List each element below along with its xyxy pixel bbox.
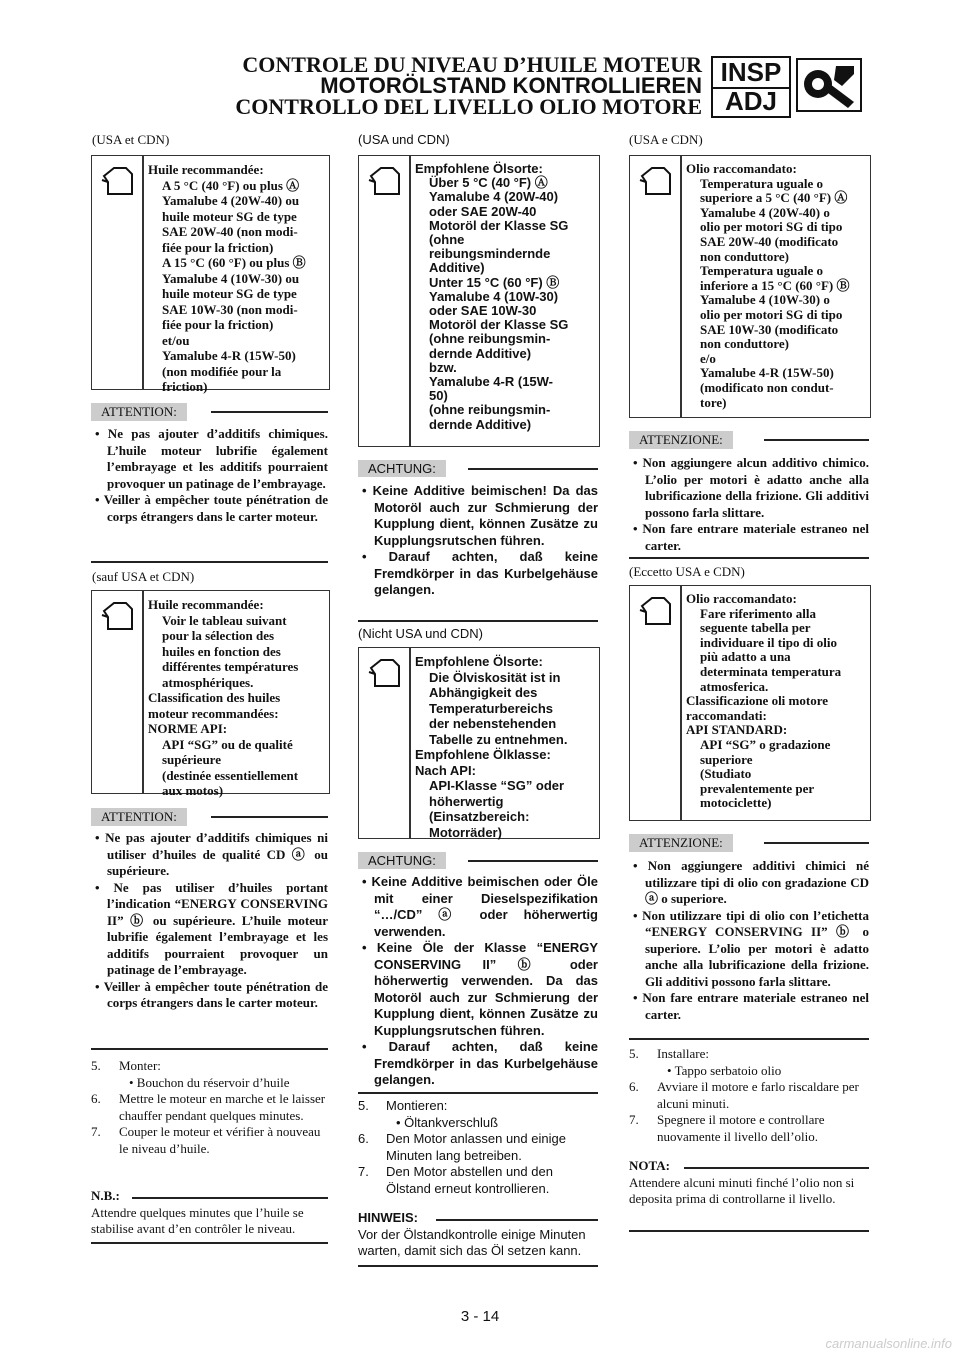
page-number: 3 - 14: [460, 1308, 500, 1325]
fr-note: N.B.: Attendre quelques minutes que l’huile se stabilise avant d’en contrôler le niveau.: [91, 1188, 304, 1236]
title-de: MOTORÖLSTAND KONTROLLIEREN: [320, 73, 702, 98]
it-steps: 5. Installare: • Tappo serbatoio olio 6. Avviare il motore e farlo riscaldare per alcuni minuti. 7. Spegnere il motore e controllare nuovamente il livello dell’olio.: [629, 1046, 859, 1144]
badge-adj: ADJ: [724, 86, 777, 116]
oil-can-icon: [100, 162, 136, 198]
insp-adj-badge: [711, 56, 791, 118]
it-bullets-2: • Non aggiungere additivi chimici né utilizzare tipi di olio con gradazione CD ⓐ o superiore. • Non utilizzare tipi di olio con l’etichetta “ENERGY CONSERVING II” ⓑ o superiore. L’olio per motori è adatto anche alla lubrificazione della frizione. Gli additivi possono farla slittare. • Non fare entrare materiale estraneo nel carter.: [633, 858, 869, 1022]
oil-can-icon: [638, 162, 674, 198]
it-attenzione-1: ATTENZIONE:: [629, 431, 869, 447]
de-caption-usa: (USA und CDN): [358, 132, 450, 147]
oil-can-icon: [367, 162, 403, 198]
it-attenzione-2: ATTENZIONE:: [629, 834, 869, 850]
it-caption-usa: (USA e CDN): [629, 132, 703, 147]
fr-steps: 5. Monter: • Bouchon du réservoir d’huile 6. Mettre le moteur en marche et le laisser chauffer pendant quelques minutes. 7. Couper le moteur et vérifier à nouveau le niveau d’huile.: [91, 1058, 326, 1156]
fr-oil-box-2: [91, 590, 330, 798]
de-oil-spec-2: Empfohlene Ölsorte: Die Ölviskosität ist in Abhängigkeit des Temperaturbereichs der nebenstehenden Tabelle zu entnehmen. Empfohlene Ölklasse: Nach API: API-Klasse “SG” oder höherwertig (Einsatzbereich: Motorräder): [415, 654, 568, 840]
it-caption-non-usa: (Eccetto USA e CDN): [629, 564, 745, 579]
de-oil-box-2: [358, 647, 600, 839]
fr-bullets-2: • Ne pas ajouter d’additifs chimiques ni utiliser d’huiles de qualité CD ⓐ ou supérieure. • Ne pas utiliser d’huiles portant l’indication “ENERGY CONSERVING II” ⓑ ou supérieure. L’huile moteur lubrifie également l’embrayage et les additifs pourraient provoquer un patinage de l’embrayage. • Veiller à empêcher toute pénétration de corps étrangers dans le carter moteur.: [95, 830, 328, 1010]
it-oil-spec-2: Olio raccomandato: Fare riferimento alla seguente tabella per individuare il tipo di olio più adatto a una determinata temperatura atmosferica. Classificazione oli motore raccomandati: API STANDARD: API “SG” o gradazione superiore (Studiato prevalentemente per motociclette): [686, 591, 842, 811]
watermark: carmanualsonline.info: [825, 1336, 952, 1351]
fr-attention-1: ATTENTION:: [91, 403, 328, 419]
title-fr: CONTROLE DU NIVEAU D’HUILE MOTEUR: [242, 52, 702, 77]
it-note: NOTA: Attendere alcuni minuti finché l’olio non si deposita prima di controllarne il livello.: [629, 1158, 855, 1206]
de-caption-non-usa: (Nicht USA und CDN): [358, 626, 483, 641]
title-it: CONTROLLO DEL LIVELLO OLIO MOTORE: [235, 94, 702, 119]
fr-caption-usa: (USA et CDN): [92, 132, 170, 147]
oil-can-icon: [100, 597, 136, 633]
oil-can-icon: [638, 592, 674, 628]
de-note: HINWEIS: Vor der Ölstandkontrolle einige Minuten warten, damit sich das Öl setzen kann.: [358, 1210, 586, 1258]
de-achtung-2: ACHTUNG:: [358, 852, 598, 868]
fr-oil-box-1: [91, 155, 330, 394]
de-bullets-2: • Keine Additive beimischen oder Öle mit einer Dieselspezifikation “…/CD” ⓐ oder höherwertig verwenden. • Keine Öle der Klasse “ENERGY CONSERVING II” ⓑ oder höherwertig verwenden. Da das Motoröl auch zur Schmierung der Kupplung dient, können Zusätze zu Kupplungsrutschen führen. • Darauf achten, daß keine Fremdkörper in das Kurbelgehäuse gelangen.: [362, 874, 598, 1087]
de-steps: 5. Montieren: • Öltankverschluß 6. Den Motor anlassen und einige Minuten lang betreiben. 7. Den Motor abstellen und den Ölstand erneut kontrollieren.: [358, 1098, 566, 1196]
wrench-tools-icon: [796, 58, 862, 112]
de-bullets-1: • Keine Additive beimischen! Da das Motoröl auch zur Schmierung der Kupplung dient, können Zusätze zu Kupplungsrutschen führen. • Darauf achten, daß keine Fremdkörper in das Kurbelgehäuse gelangen.: [362, 483, 598, 597]
it-oil-box-1: [629, 155, 871, 418]
badge-insp: INSP: [713, 58, 789, 89]
fr-oil-spec-2: Huile recommandée: Voir le tableau suivant pour la sélection des huiles en fonction des différentes températures atmosphériques. Classification des huiles moteur recommandées: NORME API: API “SG” ou de qualité supérieure (destinée essentiellement aux motos): [148, 597, 299, 798]
fr-caption-non-usa: (sauf USA et CDN): [92, 569, 195, 584]
de-oil-spec-1: Empfohlene Ölsorte: Über 5 °C (40 °F) Ⓐ Yamalube 4 (20W-40) oder SAE 20W-40 Motoröl der Klasse SG (ohne reibungsmindernde Additive) Unter 15 °C (60 °F) Ⓑ Yamalube 4 (10W-30) oder SAE 10W-30 Motoröl der Klasse SG (ohne reibungsmin- dernde Additive) bzw. Yamalube 4-R (15W- 50) (ohne reibungsmin- dernde Additive): [415, 161, 569, 432]
fr-attention-2: ATTENTION:: [91, 808, 328, 824]
page-header: [0, 52, 960, 119]
oil-can-icon: [367, 654, 403, 690]
fr-bullets-1: • Ne pas ajouter d’additifs chimiques. L’huile moteur lubrifie également l’embrayage et les additifs pourraient provoquer un patinage de l’embrayage. • Veiller à empêcher toute pénétration de corps étrangers dans le carter moteur.: [95, 426, 328, 524]
it-bullets-1: • Non aggiungere alcun additivo chimico. L’olio per motori è adatto anche alla lubrificazione della frizione. Gli additivi possono farla slittare. • Non fare entrare materiale estraneo nel carter.: [633, 455, 869, 553]
it-oil-box-2: [629, 585, 871, 821]
fr-oil-spec-1: Huile recommandée: A 5 °C (40 °F) ou plus Ⓐ Yamalube 4 (20W-40) ou huile moteur SG de type SAE 20W-40 (non modi- fiée pour la friction) A 15 °C (60 °F) ou plus Ⓑ Yamalube 4 (10W-30) ou huile moteur SG de type SAE 10W-30 (non modi- fiée pour la friction) et/ou Yamalube 4-R (15W-50) (non modifiée pour la friction): [148, 162, 306, 394]
de-oil-box-1: [358, 155, 600, 447]
it-oil-spec-1: Olio raccomandato: Temperatura uguale o superiore a 5 °C (40 °F) Ⓐ Yamalube 4 (20W-40) o olio per motori SG di tipo SAE 20W-40 (modificato non conduttore) Temperatura uguale o inferiore a 15 °C (60 °F) Ⓑ Yamalube 4 (10W-30) o olio per motori SG di tipo SAE 10W-30 (modificato non conduttore) e/o Yamalube 4-R (15W-50) (modificato non condut- tore): [686, 161, 850, 410]
de-achtung-1: ACHTUNG:: [358, 460, 598, 476]
